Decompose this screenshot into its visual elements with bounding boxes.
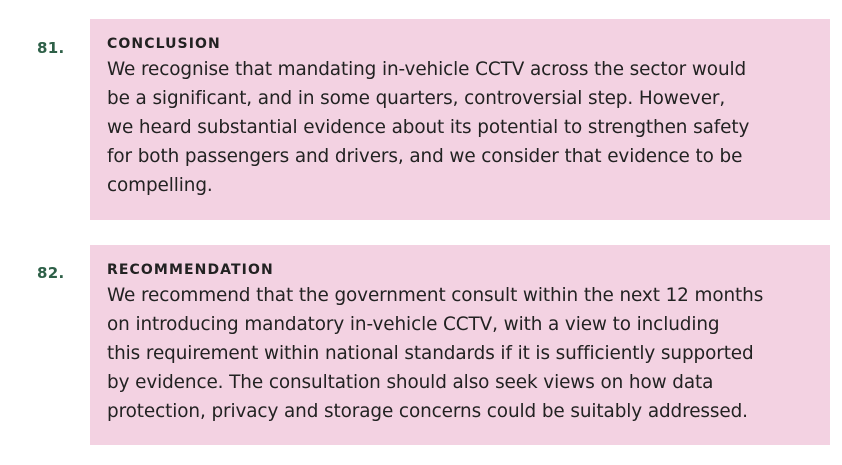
text-line: for both passengers and drivers, and we consider that evidence to be xyxy=(107,146,743,167)
text-line: protection, privacy and storage concerns could be suitably addressed. xyxy=(107,401,748,422)
text-line: compelling. xyxy=(107,175,213,196)
paragraph-number: 82. xyxy=(37,264,65,282)
section-heading: CONCLUSION xyxy=(107,36,221,52)
text-line: We recommend that the government consult within the next 12 months xyxy=(107,285,764,306)
section-heading: RECOMMENDATION xyxy=(107,262,274,278)
text-line: on introducing mandatory in-vehicle CCTV, with a view to including xyxy=(107,314,720,335)
text-line: by evidence. The consultation should also seek views on how data xyxy=(107,372,714,393)
paragraph-number: 81. xyxy=(37,39,65,57)
text-line: We recognise that mandating in-vehicle CCTV across the sector would xyxy=(107,59,747,80)
recommendation-box xyxy=(90,245,830,445)
conclusion-box xyxy=(90,19,830,220)
paragraph-text xyxy=(107,55,814,200)
text-line: this requirement within national standards if it is sufficiently supported xyxy=(107,343,754,364)
paragraph-text xyxy=(107,281,814,426)
text-line: we heard substantial evidence about its potential to strengthen safety xyxy=(107,117,750,138)
text-line: be a significant, and in some quarters, controversial step. However, xyxy=(107,88,726,109)
